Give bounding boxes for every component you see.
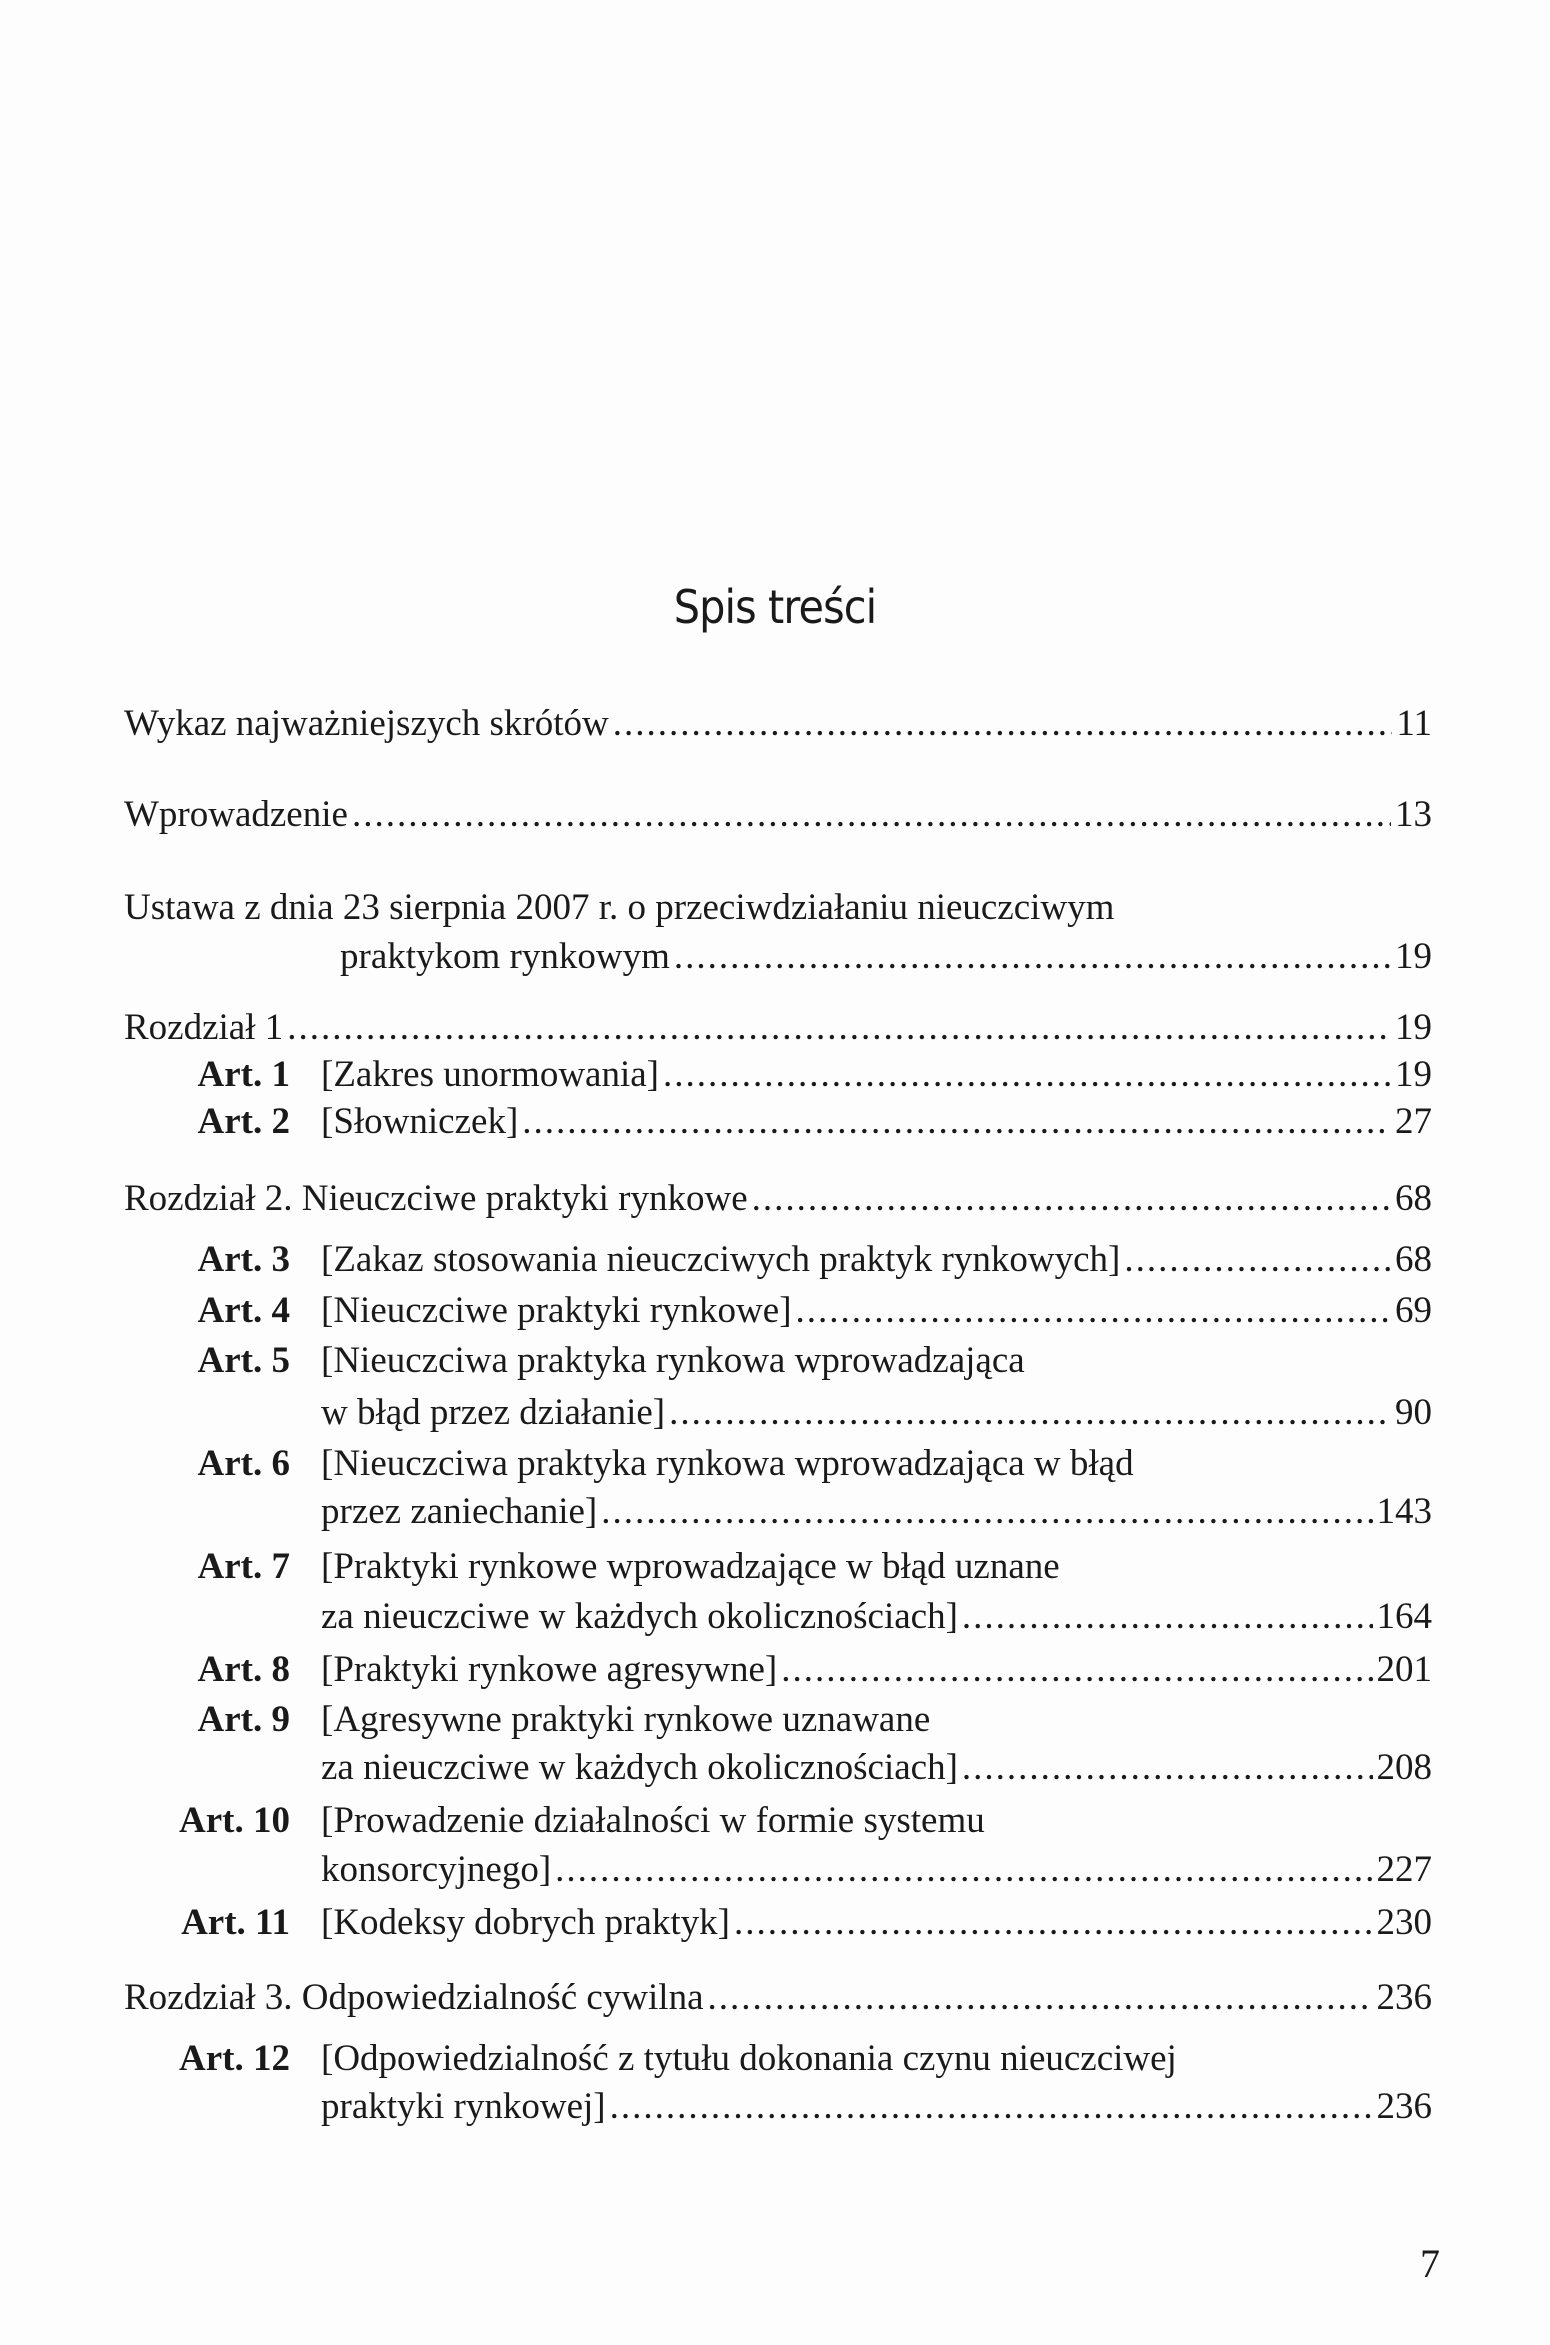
toc-entry[interactable] xyxy=(340,934,1432,980)
article-number: Art. 11 xyxy=(181,1902,290,1943)
article-number: Art. 5 xyxy=(197,1340,290,1381)
dot-leader xyxy=(555,1847,1372,1893)
dot-leader xyxy=(522,1099,1391,1145)
toc-entry[interactable] xyxy=(321,1288,1432,1334)
toc-entry[interactable] xyxy=(124,1176,1432,1222)
toc-page-number: 143 xyxy=(1376,1491,1432,1532)
article-number: Art. 3 xyxy=(197,1239,290,1280)
toc-entry-title: Wykaz najważniejszych skrótów xyxy=(124,703,609,744)
toc-entry[interactable] xyxy=(321,1237,1432,1283)
article-number: Art. 7 xyxy=(197,1546,290,1587)
article-number: Art. 10 xyxy=(179,1800,290,1841)
toc-entry-line[interactable] xyxy=(321,1441,1432,1487)
toc-page-number: 19 xyxy=(1395,936,1432,977)
toc-entry-title-cont: w błąd przez działanie] xyxy=(321,1392,666,1433)
toc-entry[interactable] xyxy=(321,1847,1432,1893)
page-title: Spis treści xyxy=(673,580,877,634)
toc-entry-title: [Zakaz stosowania nieuczciwych praktyk rynkowych] xyxy=(321,1239,1121,1280)
toc-page-number: 13 xyxy=(1395,794,1432,835)
toc-entry[interactable] xyxy=(321,1745,1432,1791)
toc-page-number: 68 xyxy=(1395,1178,1432,1219)
toc-entry-title: [Praktyki rynkowe agresywne] xyxy=(321,1649,778,1690)
toc-page-number: 90 xyxy=(1395,1392,1432,1433)
toc-entry-title: [Nieuczciwe praktyki rynkowe] xyxy=(321,1290,792,1331)
dot-leader xyxy=(669,1390,1391,1436)
toc-entry-line[interactable] xyxy=(321,1798,1432,1844)
article-number: Art. 12 xyxy=(179,2038,290,2079)
dot-leader xyxy=(601,1489,1372,1535)
dot-leader xyxy=(674,934,1391,980)
dot-leader xyxy=(962,1594,1373,1640)
toc-entry-line[interactable] xyxy=(321,1338,1432,1384)
toc-page-number: 236 xyxy=(1376,1977,1432,2018)
dot-leader xyxy=(781,1647,1372,1693)
toc-entry-title-cont: przez zaniechanie] xyxy=(321,1491,598,1532)
toc-entry-title-cont: za nieuczciwe w każdych okolicznościach] xyxy=(321,1596,958,1637)
toc-entry-title: Wprowadzenie xyxy=(124,794,348,835)
toc-page-number: 19 xyxy=(1395,1007,1432,1048)
dot-leader xyxy=(610,2084,1373,2130)
page-number: 7 xyxy=(1420,2241,1440,2286)
dot-leader xyxy=(708,1975,1373,2021)
toc-entry-title: Rozdział 1 xyxy=(124,1007,284,1048)
toc-page-number: 227 xyxy=(1376,1849,1432,1890)
toc-page-number: 27 xyxy=(1395,1101,1432,1142)
toc-entry-title: [Nieuczciwa praktyka rynkowa wprowadzająca xyxy=(321,1340,1025,1381)
toc-entry[interactable] xyxy=(124,1005,1432,1051)
toc-entry-title: [Odpowiedzialność z tytułu dokonania czynu nieuczciwej xyxy=(321,2038,1177,2079)
article-number: Art. 8 xyxy=(197,1649,290,1690)
toc-page-number: 208 xyxy=(1376,1747,1432,1788)
toc-entry-title: [Nieuczciwa praktyka rynkowa wprowadzająca w błąd xyxy=(321,1443,1134,1484)
toc-entry-title-cont: praktyki rynkowej] xyxy=(321,2086,606,2127)
toc-entry[interactable] xyxy=(321,1489,1432,1535)
toc-page-number: 68 xyxy=(1395,1239,1432,1280)
toc-entry-title: [Zakres unormowania] xyxy=(321,1054,660,1095)
toc-page-number: 230 xyxy=(1376,1902,1432,1943)
toc-entry[interactable] xyxy=(321,1647,1432,1693)
toc-page-number: 19 xyxy=(1395,1054,1432,1095)
toc-entry-title-cont: za nieuczciwe w każdych okolicznościach] xyxy=(321,1747,958,1788)
article-number: Art. 1 xyxy=(197,1054,290,1095)
toc-entry-line[interactable] xyxy=(321,1544,1432,1590)
toc-entry[interactable] xyxy=(124,1975,1432,2021)
toc-entry[interactable] xyxy=(321,1390,1432,1436)
toc-entry-title: [Praktyki rynkowe wprowadzające w błąd uznane xyxy=(321,1546,1060,1587)
toc-entry[interactable] xyxy=(124,792,1432,838)
dot-leader xyxy=(613,701,1393,747)
toc-entry-line[interactable] xyxy=(321,1697,1432,1743)
toc-entry-title: Rozdział 3. Odpowiedzialność cywilna xyxy=(124,1977,704,2018)
dot-leader xyxy=(663,1052,1391,1098)
toc-page-number: 164 xyxy=(1376,1596,1432,1637)
article-number: Art. 2 xyxy=(197,1101,290,1142)
toc-entry-title: [Prowadzenie działalności w formie systemu xyxy=(321,1800,985,1841)
toc-page-number: 201 xyxy=(1376,1649,1432,1690)
toc-entry-title: [Kodeksy dobrych praktyk] xyxy=(321,1902,730,1943)
toc-entry-title: [Agresywne praktyki rynkowe uznawane xyxy=(321,1699,931,1740)
toc-entry-title: Rozdział 2. Nieuczciwe praktyki rynkowe xyxy=(124,1178,748,1219)
toc-entry[interactable] xyxy=(321,1594,1432,1640)
toc-entry-line[interactable] xyxy=(124,885,1432,931)
article-number: Art. 9 xyxy=(197,1699,290,1740)
dot-leader xyxy=(962,1745,1373,1791)
toc-entry-title-cont: praktykom rynkowym xyxy=(340,936,670,977)
dot-leader xyxy=(796,1288,1391,1334)
dot-leader xyxy=(1124,1237,1391,1283)
toc-entry-title-cont: konsorcyjnego] xyxy=(321,1849,552,1890)
dot-leader xyxy=(352,792,1391,838)
toc-page-number: 236 xyxy=(1376,2086,1432,2127)
toc-page-number: 69 xyxy=(1395,1290,1432,1331)
dot-leader xyxy=(734,1900,1373,1946)
toc-entry[interactable] xyxy=(124,701,1432,747)
toc-entry[interactable] xyxy=(321,1052,1432,1098)
toc-entry[interactable] xyxy=(321,2084,1432,2130)
toc-page-number: 11 xyxy=(1396,703,1432,744)
toc-entry[interactable] xyxy=(321,1099,1432,1145)
article-number: Art. 4 xyxy=(197,1290,290,1331)
dot-leader xyxy=(287,1005,1391,1051)
toc-entry[interactable] xyxy=(321,1900,1432,1946)
article-number: Art. 6 xyxy=(197,1443,290,1484)
dot-leader xyxy=(752,1176,1391,1222)
toc-entry-title: [Słowniczek] xyxy=(321,1101,519,1142)
toc-entry-line[interactable] xyxy=(321,2036,1432,2082)
toc-entry-title: Ustawa z dnia 23 sierpnia 2007 r. o przeciwdziałaniu nieuczciwym xyxy=(124,887,1115,928)
